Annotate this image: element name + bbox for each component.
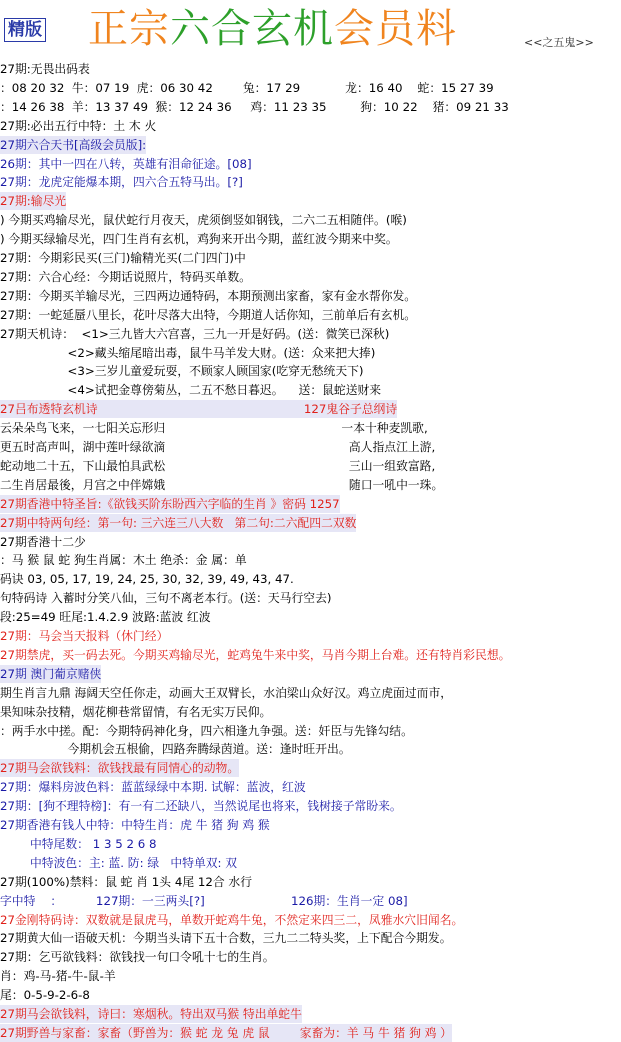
content-line: 更五时高声叫，湖中莲叶绿欲滴 高人指点江上游, [0, 440, 436, 454]
content-line: <4>试把金尊傍菊丛，二五不愁日暮迟。 送：鼠蛇送财来 [0, 383, 382, 398]
title-char: 合 [211, 6, 252, 52]
content-line: 中特尾数： 1 3 5 2 6 8 [0, 836, 157, 851]
content-line: <3>三岁儿童爱玩耍，不顾家人顾国家(吃穿无愁统天下) [0, 364, 364, 379]
content-line: 27期:必出五行中特：土 木 火 [0, 118, 157, 133]
content-line: 句特码诗 入蓄时分笑八仙，三句不离老本行。(送：天马行空去) [0, 591, 332, 606]
content-line: ：08 20 32 牛：07 19 虎：06 30 42 兔：17 29 龙：16 40 蛇：15 27 39 [0, 80, 494, 95]
content-line: 段:25=49 旺尾:1.4.2.9 波路:蓝波 红波 [0, 610, 211, 625]
content-line: 字中特 ： 127期：一三两头[?] 126期：生肖一定 08] [0, 893, 408, 908]
content-line: 27期：龙虎定能爆本期，四六合五特马出。[?] [0, 175, 243, 190]
content-line: 27期禁虎，买一码去死。今期买鸡输尽光，蛇鸡兔牛来中奖，马肖今期上台难。还有特肖彩民想。 [0, 647, 511, 662]
content-line: 27吕布透特玄机诗 127鬼谷子总纲诗 [0, 402, 398, 417]
content-line: 码诀 03, 05, 17, 19, 24, 25, 30, 32, 39, 49, 43, 47. [0, 572, 294, 587]
title-char: 机 [293, 6, 334, 52]
title-char: 六 [170, 6, 211, 52]
page-title [88, 4, 457, 54]
title-char: 正 [88, 6, 129, 52]
content-line: 蛇动地二十五，下山最怕具武松 三山一组致富路, [0, 458, 436, 473]
content-line: 27金刚特码诗：双数就是鼠虎马，单数开蛇鸡牛兔，不然定来四三二，凤雅水穴旧闻名。 [0, 912, 464, 927]
title-char: 料 [416, 6, 457, 52]
content-line: ：14 26 38 羊：13 37 49 猴：12 24 36 鸡：11 23 35 狗：10 22 猪：09 21 33 [0, 99, 509, 114]
content-line: 27期马会欲钱料，诗曰：寒烟秋。特出双马猴 特出单蛇牛 [0, 1007, 302, 1021]
content-line: 27期(100%)禁料：鼠 蛇 肖 1头 4尾 12合 水行 [0, 874, 253, 889]
content-line: 27期：乞丐欲钱料：欲钱找一句口令吼十七的生肖。 [0, 950, 275, 965]
header [0, 0, 621, 60]
content-line: 27期：一蛇延蜃八里长，花叶尽落大出特，今期道人话你知，三前单后有玄机。 [0, 307, 417, 322]
content-line: 二生肖居最後，月宫之中伴嫦娥 随口一吼中一珠。 [0, 477, 444, 492]
content-line: 27期中特两句经：第一句: 三六连三八大数 第二句:二六配四二双数 [0, 515, 357, 530]
content-line: 尾：0-5-9-2-6-8 [0, 988, 90, 1003]
content-line: 中特波色：主: 蓝. 防: 绿 中特单双: 双 [0, 855, 238, 870]
content-line: 27期：六合心经：今期话说照片，特码买单数。 [0, 269, 251, 284]
content-line: 肖：鸡-马-猪-牛-鼠-羊 [0, 969, 116, 984]
content-line: 27期：[狗不理特榜]：有一有二还缺八，当然说尾也将来，钱树接子常盼来。 [0, 799, 402, 814]
content-line: 27期野兽与家畜：家畜（野兽为：猴 蛇 龙 兔 虎 鼠 家畜为：羊 马 牛 猪 狗 鸡 ） [0, 1025, 452, 1040]
content-line: 27期香港十二少 [0, 534, 86, 549]
title-char: 会 [334, 6, 375, 52]
content-line: 期生肖言九鼎 海阔天空任你走，动画大王双臂长，水泊梁山众好汉。鸡立虎面过而市， [0, 685, 453, 700]
title-char: 玄 [252, 6, 293, 52]
content-line: ) 今期买绿输尽光，四门生肖有玄机，鸡狗来开出今期，蓝红波今期来中奖。 [0, 232, 398, 247]
content-line: 云朵朵鸟飞来，一七阳关忘形归 一本十种麦凯歌, [0, 421, 428, 436]
content-line: 27期香港有钱人中特：中特生肖：虎 牛 猪 狗 鸡 猴 [0, 818, 270, 832]
author-tag: <<之五鬼>> [524, 36, 594, 49]
content-line: ：马 猴 鼠 蛇 狗生肖属：木土 绝杀：金 属：单 [0, 553, 247, 568]
content-line: 27期：马会当天报料（休门经） [0, 629, 169, 643]
content-line: 27期香港中特圣旨:《欲钱买阶东盼西六字临的生肖 》密码 1257 [0, 496, 340, 511]
content-line: 27期马会欲钱料：欲钱找最有同情心的动物。 [0, 761, 240, 776]
content-line: 27期 澳门葡京赌侠 [0, 666, 102, 681]
title-char: 宗 [129, 6, 170, 52]
content-line: 27期:无畏出码表 [0, 62, 90, 76]
content-line: ) 今期买鸡输尽光，鼠伏蛇行月夜天，虎须倒竖如钢钱，二六二五相随伴。(喉) [0, 213, 407, 228]
content-line: 27期：爆料房波色料：蓝蓝绿绿中本期. 试解：蓝波，红波 [0, 780, 306, 795]
content-line: 27期:输尽光 [0, 194, 67, 209]
content-line: 27期：今期买羊输尽光，三四两边通特码，本期预测出家畜，家有金水帮你发。 [0, 288, 417, 303]
content-line: <2>藏头缩尾暗出毒，鼠牛马羊发大财。(送：众来把大捧) [0, 345, 376, 360]
content-line: 26期：其中一四在八转，英雄有泪命征途。[08] [0, 156, 252, 171]
title-char: 员 [375, 6, 416, 52]
content-line: 今期机会五根偷，四路奔腾绿茵道。送：逢时旺开出。 [0, 742, 351, 757]
edition-badge: 精版 [4, 18, 46, 42]
content-line: 27期天机诗： <1>三九皆大六宫喜，三九一开是好码。(送：微笑已深秋) [0, 326, 390, 341]
content-line: 果知味杂技精，烟花柳巷常留情，有名无实万民仰。 [0, 704, 272, 719]
content-line: 27期黄大仙一语破天机：今期当头请下五十合数，三九二二特头奖，上下配合今期发。 [0, 931, 452, 946]
content-line: 27期：今期彩民买(三门)输精光买(二门四门)中 [0, 251, 246, 265]
content-line: ：两手水中搓。配：今期特码神化身，四六相逢九争强。送：奸臣与先锋勾结。 [0, 723, 413, 738]
content-line: 27期六合天书[高级会员版]: [0, 137, 147, 152]
